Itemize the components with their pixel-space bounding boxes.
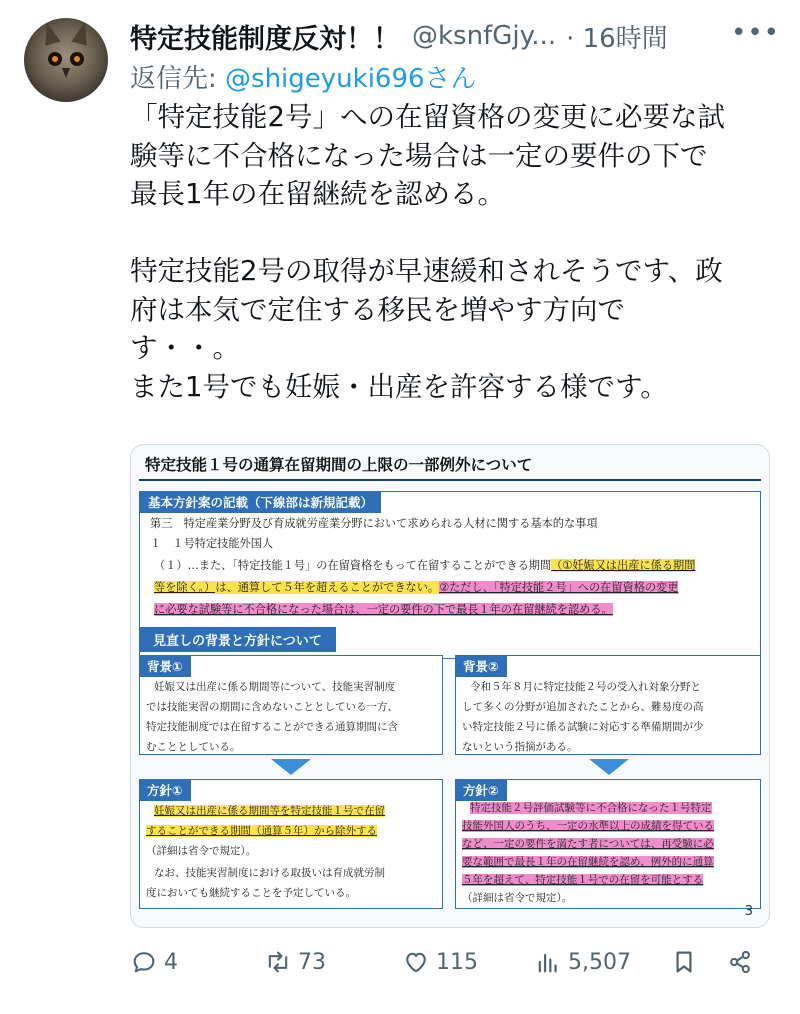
doc-line: １ １号特定技能外国人 <box>150 537 274 550</box>
retweet-button[interactable] <box>264 948 326 976</box>
share-button[interactable] <box>726 948 760 976</box>
retweet-icon <box>264 948 292 976</box>
reply-context <box>130 58 477 95</box>
background-1-tag: 背景① <box>139 655 191 677</box>
background-2-tag: 背景② <box>455 655 507 677</box>
doc-line <box>154 556 695 575</box>
doc-line: 特定技能制度では在留することができる通算期間に含 <box>146 721 398 733</box>
like-button[interactable] <box>402 948 478 976</box>
bookmark-icon <box>670 948 698 976</box>
tweet-header <box>130 14 780 58</box>
highlight-pink: に必要な試験等に不合格になった場合は、一定の要件の下で最長１年の在留継続を認める。 <box>154 603 613 616</box>
tweet-line: 最長1年の在留継続を認める。 <box>130 178 505 210</box>
doc-line: むこととしている。 <box>146 741 241 753</box>
reply-button[interactable] <box>130 948 178 976</box>
doc-line: （詳細は省令で規定）。 <box>146 845 257 857</box>
highlight-pink: 要な範囲で最長１年の在留継続を認め、例外的に通算 <box>462 856 714 868</box>
tweet-line: 特定技能2号の取得が早速緩和されそうです、政 <box>130 255 723 287</box>
doc-line: ないという指摘がある。 <box>462 741 578 753</box>
highlight-yellow: （①妊娠又は出産に係る期間 <box>551 559 696 572</box>
doc-line: なお、技能実習制度における取扱いは育成就労制 <box>154 867 385 879</box>
arrow-down-icon <box>589 759 629 775</box>
owl-beak <box>62 68 70 78</box>
timestamp[interactable]: · 16時間 <box>566 23 668 54</box>
reply-icon <box>130 948 158 976</box>
owl-eye-right <box>70 52 84 66</box>
tweet-line: 府は本気で定住する移民を増やす方向で <box>130 293 625 326</box>
highlight-pink: ②ただし、「特定技能２号」への在留資格の変更 <box>439 581 679 594</box>
doc-line <box>462 836 714 853</box>
doc-line: して多くの分野が追加されたことから、難易度の高 <box>462 701 704 713</box>
share-icon <box>726 948 754 976</box>
display-name[interactable]: 特定技能制度反対！！ <box>130 23 400 55</box>
highlight-yellow: は、通算して５年を超えることができない。 <box>215 581 440 594</box>
owl-ear-left <box>39 20 60 45</box>
highlight-yellow: 等を除く。） <box>154 581 216 594</box>
reply-mention-link[interactable]: @shigeyuki696さん <box>225 64 477 94</box>
user-handle[interactable]: @ksnfGjy... <box>412 21 557 51</box>
policy-1-tag: 方針① <box>139 779 191 801</box>
retweet-count: 73 <box>298 949 326 975</box>
highlight-pink: 特定技能２号評価試験等に不合格になった１号特定 <box>470 802 712 814</box>
tweet-line: また1号でも妊娠・出産を許容する様です。 <box>130 370 668 403</box>
tweet-text <box>130 98 780 406</box>
doc-line <box>154 578 678 597</box>
tweet-line: す・・。 <box>130 332 240 364</box>
reply-count: 4 <box>164 949 178 975</box>
title-divider <box>139 479 761 481</box>
doc-line: 第三 特定産業分野及び育成就労産業分野において求められる人材に関する基本的な事項 <box>150 517 598 530</box>
doc-line: 度においても継続することを予定している。 <box>146 887 356 899</box>
doc-line <box>462 818 714 835</box>
owl-eye-left <box>48 52 62 66</box>
doc-line: 妊娠又は出産に係る期間等について、技能実習制度 <box>154 681 396 693</box>
policy-2-tag: 方針② <box>455 779 507 801</box>
views-count: 5,507 <box>568 949 631 975</box>
page-number: 3 <box>744 904 753 919</box>
doc-line <box>154 600 613 619</box>
doc-title: 特定技能１号の通算在留期間の上限の一部例外について <box>145 456 533 474</box>
doc-line: い特定技能２号に係る試験に対応する準備期間が少 <box>462 721 704 733</box>
highlight-yellow: することができる期間（通算５年）から除外する <box>146 825 377 837</box>
avatar[interactable] <box>24 18 108 102</box>
highlight-pink: 技能外国人のうち、一定の水準以上の成績を得ている <box>462 820 714 832</box>
analytics-icon <box>534 948 562 976</box>
more-icon[interactable]: ••• <box>730 18 780 48</box>
doc-line: では技能実習の期間に含めないこととしている一方、 <box>146 701 398 713</box>
doc-line <box>146 822 377 841</box>
doc-line <box>462 854 714 871</box>
arrow-down-icon <box>271 759 311 775</box>
review-section-tag: 見直しの背景と方針について <box>139 627 336 652</box>
background-2-pane <box>455 655 761 755</box>
doc-text: （１）…また、「特定技能１号」の在留資格をもって在留することができる期間 <box>154 559 552 572</box>
bookmark-button[interactable] <box>670 948 704 976</box>
tweet-line: 験等に不合格になった場合は一定の要件の下で <box>130 139 708 172</box>
views-button[interactable] <box>534 948 631 976</box>
tweet-actions <box>130 948 780 992</box>
owl-ear-right <box>71 20 92 45</box>
tweet-line <box>130 214 780 253</box>
doc-line: 令和５年８月に特定技能２号の受入れ対象分野と <box>470 681 701 693</box>
heart-icon <box>402 948 430 976</box>
highlight-pink: など、一定の要件を満たす者については、再受験に必 <box>462 838 714 850</box>
highlight-yellow: 妊娠又は出産に係る期間等を特定技能１号で在留 <box>154 805 385 817</box>
like-count: 115 <box>436 949 478 975</box>
policy-1-pane <box>139 779 443 909</box>
attached-image[interactable] <box>130 444 770 928</box>
doc-line: （詳細は省令で規定）。 <box>462 892 573 904</box>
reply-prefix: 返信先: <box>130 64 217 94</box>
policy-2-pane <box>455 779 761 909</box>
timestamp-value: 16時間 <box>582 23 668 54</box>
basic-policy-tag: 基本方針案の記載（下線部は新規記載） <box>140 491 381 513</box>
doc-line <box>154 802 385 821</box>
highlight-pink: ５年を超えて、特定技能１号での在留を可能とする <box>462 874 704 886</box>
doc-line <box>462 872 703 889</box>
tweet-line: 「特定技能2号」への在留資格の変更に必要な試 <box>130 101 725 133</box>
background-1-pane <box>139 655 443 755</box>
doc-line <box>470 800 712 817</box>
